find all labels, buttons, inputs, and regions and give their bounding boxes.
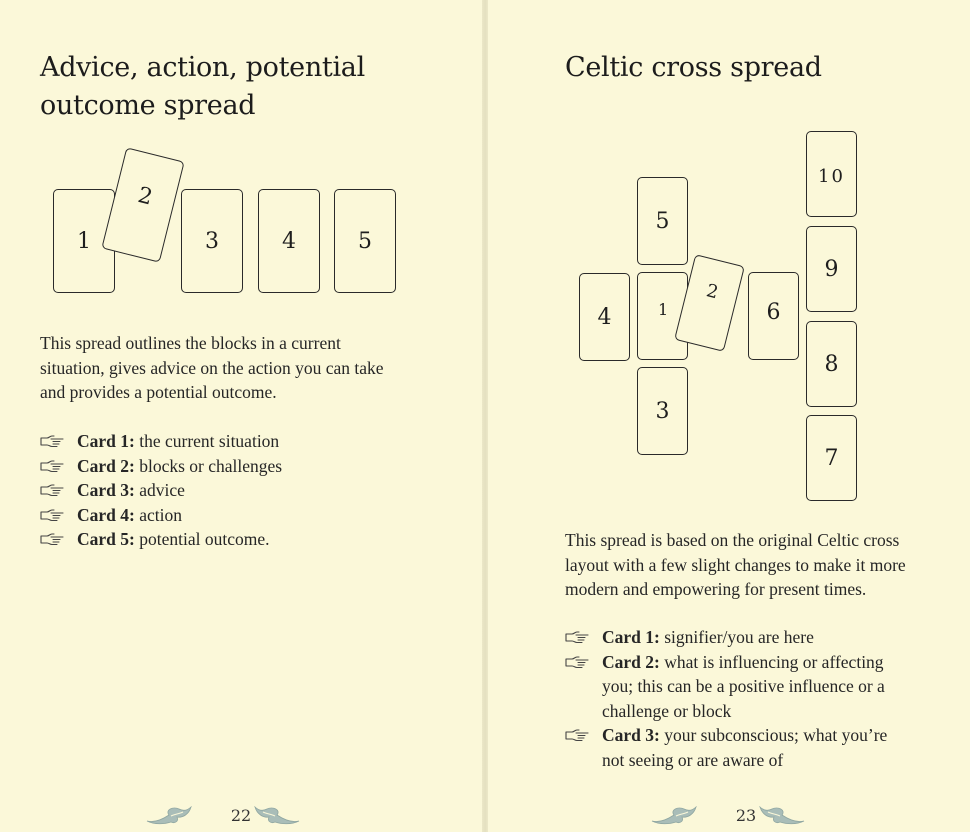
card-meaning: potential outcome. — [134, 529, 270, 549]
list-item — [40, 503, 440, 528]
spread-card-2: 2 — [674, 254, 745, 352]
list-item — [40, 478, 440, 503]
leaf-ornament-icon — [650, 806, 698, 826]
pointing-hand-icon — [565, 630, 589, 644]
list-item — [40, 454, 440, 479]
left-page-title: Advice, action, potential outcome spread — [40, 52, 365, 121]
card-meaning: blocks or challenges — [134, 455, 283, 476]
card-label: Card 1: — [602, 627, 660, 647]
spread-card-6: 6 — [748, 272, 799, 360]
leaf-ornament-icon — [758, 806, 806, 826]
page-number: 22 — [230, 806, 252, 825]
spread-card-1: 1 — [637, 272, 688, 360]
spread-card-4: 4 — [258, 189, 320, 293]
leaf-ornament-icon — [145, 806, 193, 826]
page-footer — [141, 804, 341, 828]
pointing-hand-icon — [40, 434, 64, 448]
spread-card-4: 4 — [579, 273, 630, 361]
card-label: Card 3: — [602, 725, 660, 745]
spread-card-1: 1 — [53, 189, 115, 293]
spread-card-2: 2 — [101, 147, 184, 262]
card-meaning-list — [40, 429, 440, 552]
pointing-hand-icon — [565, 655, 589, 669]
pointing-hand-icon — [40, 532, 64, 546]
leaf-ornament-icon — [253, 806, 301, 826]
card-label: Card 5: — [77, 529, 135, 549]
spread-card-10: 10 — [806, 131, 857, 217]
card-meaning-list — [565, 625, 905, 772]
spread-card-5: 5 — [637, 177, 688, 265]
pointing-hand-icon — [40, 459, 64, 473]
card-label: Card 4: — [77, 504, 135, 525]
spread-card-8: 8 — [806, 321, 857, 407]
card-meaning: signifier/you are here — [659, 627, 814, 647]
right-page — [488, 0, 970, 832]
list-item — [565, 723, 905, 772]
list-item — [565, 650, 905, 724]
pointing-hand-icon — [40, 483, 64, 497]
list-item — [565, 625, 905, 650]
list-item — [40, 429, 440, 454]
spread-card-3: 3 — [181, 189, 243, 293]
spread-description: This spread outlines the blocks in a current situation, gives advice on the action you can take and provides a potential outcome. — [40, 333, 384, 402]
page-number: 23 — [735, 806, 757, 825]
list-item — [40, 527, 440, 552]
card-label: Card 3: — [77, 480, 135, 500]
card-meaning: advice — [134, 480, 185, 500]
pointing-hand-icon — [565, 728, 589, 742]
right-page-title: Celtic cross spread — [565, 52, 822, 83]
page-footer — [646, 804, 846, 828]
spread-card-9: 9 — [806, 226, 857, 312]
spread-card-5: 5 — [334, 189, 396, 293]
spread-description: This spread is based on the original Celtic cross layout with a few slight changes to make it more modern and empowering for present times. — [565, 530, 906, 599]
spread-card-3: 3 — [637, 367, 688, 455]
left-page — [0, 0, 482, 832]
spread-card-7: 7 — [806, 415, 857, 501]
card-label: Card 2: — [77, 455, 135, 476]
pointing-hand-icon — [40, 508, 64, 522]
card-meaning: what is influencing or affecting you; this can be a positive influence or a challenge or block — [602, 651, 885, 721]
card-label: Card 2: — [602, 651, 660, 672]
card-meaning: action — [134, 504, 182, 525]
card-meaning: your subconscious; what you’re not seeing or are aware of — [602, 725, 888, 770]
card-meaning: the current situation — [134, 431, 280, 451]
card-label: Card 1: — [77, 431, 135, 451]
